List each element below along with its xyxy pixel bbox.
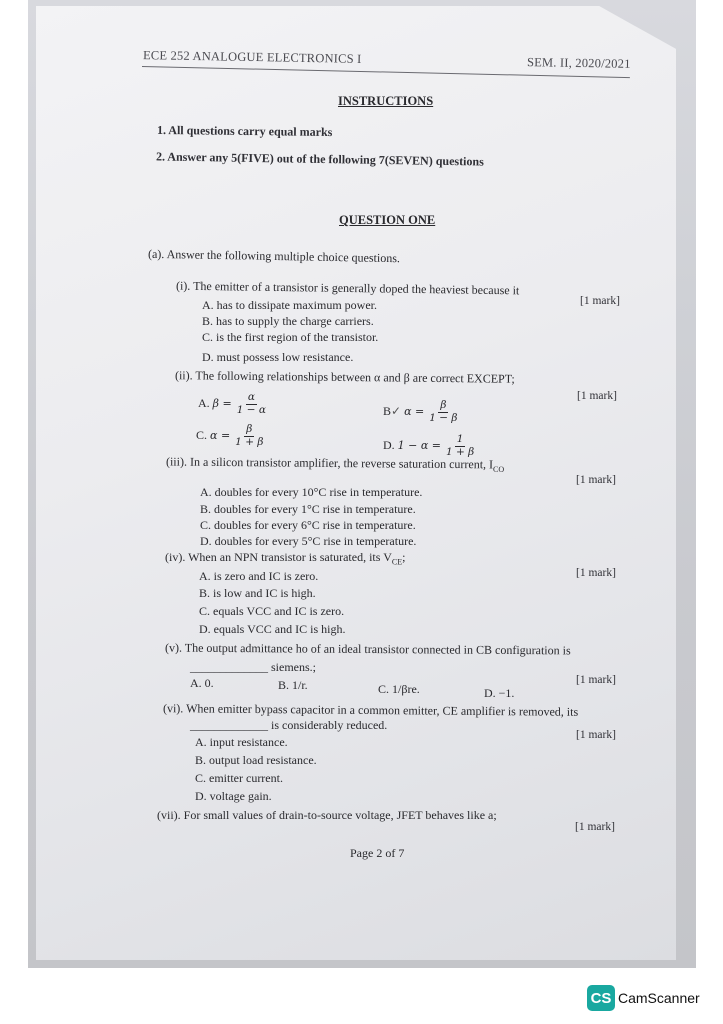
question-i-mark: [1 mark]: [580, 295, 620, 307]
instruction-item: 1. All questions carry equal marks: [156, 122, 333, 140]
question-vii-mark: [1 mark]: [575, 821, 615, 833]
option-d: D. equals VCC and IC is high.: [199, 622, 346, 636]
option-d: D. doubles for every 5°C rise in temperature.: [200, 534, 417, 548]
option-c: C. is the first region of the transistor.: [202, 330, 379, 344]
option-c: C. 1/βre.: [378, 682, 420, 696]
numerator: β: [440, 399, 447, 411]
question-vii-text: (vii). For small values of drain-to-source voltage, JFET behaves like a;: [157, 808, 497, 822]
question-v-line2: _____________ siemens.;: [190, 660, 316, 674]
subscript: CO: [493, 464, 505, 474]
denominator: 1 + β: [235, 435, 264, 448]
formula-lhs: α =: [404, 404, 425, 418]
option-d: D. voltage gain.: [195, 789, 272, 803]
option-a: A. 0.: [190, 676, 214, 690]
option-label: D.: [383, 437, 395, 452]
option-b: B. is low and IC is high.: [199, 586, 316, 600]
question-one-title: QUESTION ONE: [339, 213, 436, 227]
option-b: B. 1/r.: [278, 678, 308, 692]
option-b: B. output load resistance.: [195, 753, 317, 767]
question-tail: ;: [402, 550, 406, 564]
numerator: β: [246, 423, 253, 435]
question-iv-text: [165, 550, 405, 566]
question-i-text: (i). The emitter of a transistor is generally doped the heaviest because it: [175, 278, 520, 298]
instructions-title: INSTRUCTIONS: [338, 94, 434, 108]
formula-lhs: 1 − α =: [397, 438, 442, 452]
question-iii-mark: [1 mark]: [576, 474, 616, 486]
formula-lhs: α =: [210, 428, 231, 442]
question-iv-mark: [1 mark]: [576, 567, 616, 579]
check-mark-icon: ✓: [391, 403, 402, 418]
camscanner-label: CamScanner: [618, 990, 700, 1006]
camscanner-logo-icon: CS: [587, 985, 615, 1011]
question-text: (iii). In a silicon transistor amplifier, the reverse saturation current, I: [165, 454, 494, 472]
option-c: C. emitter current.: [195, 771, 283, 785]
question-ii-text: (ii). The following relationships between α and β are correct EXCEPT;: [174, 368, 515, 386]
option-label: A.: [198, 395, 210, 410]
denominator: 1 + β: [446, 445, 475, 458]
option-label: C.: [196, 427, 208, 442]
question-v-mark: [1 mark]: [576, 674, 616, 686]
option-label: B: [383, 403, 392, 418]
option-a-formula: [198, 392, 268, 416]
option-d: D. −1.: [484, 686, 515, 700]
question-iii-text: [166, 455, 504, 474]
page-number: Page 2 of 7: [350, 846, 405, 860]
part-a-instruction: (a). Answer the following multiple choice questions.: [147, 246, 401, 266]
numerator: 1: [456, 433, 464, 445]
fraction: [235, 392, 268, 416]
option-c: C. equals VCC and IC is zero.: [199, 604, 345, 618]
question-ii-mark: [1 mark]: [577, 390, 617, 402]
option-d-formula: [383, 434, 476, 458]
denominator: 1 − α: [236, 403, 266, 416]
option-b: B. doubles for every 1°C rise in temperature.: [200, 502, 416, 516]
question-text: (iv). When an NPN transistor is saturated, its V: [165, 550, 392, 564]
fraction: [233, 424, 265, 448]
numerator: α: [247, 391, 255, 403]
semester-label: SEM. II, 2020/2021: [526, 55, 631, 71]
fraction: [427, 400, 459, 424]
option-b: B. has to supply the charge carriers.: [202, 314, 374, 328]
subscript: CE: [391, 557, 403, 567]
fraction: [444, 434, 476, 458]
question-vi-line2: _____________ is considerably reduced.: [190, 718, 388, 732]
formula-lhs: β =: [212, 396, 232, 410]
denominator: 1 − β: [429, 411, 458, 424]
option-c: C. doubles for every 6°C rise in temperature.: [200, 518, 416, 532]
option-a: A. doubles for every 10°C rise in temperature.: [200, 485, 423, 499]
option-a: A. input resistance.: [195, 735, 288, 749]
course-title: ECE 252 ANALOGUE ELECTRONICS I: [142, 48, 362, 66]
option-d: D. must possess low resistance.: [202, 350, 354, 364]
question-v-text: (v). The output admittance ho of an ideal transistor connected in CB configuration is: [164, 640, 571, 658]
option-b-formula: [383, 400, 459, 424]
instruction-item: 2. Answer any 5(FIVE) out of the following 7(SEVEN) questions: [155, 149, 484, 169]
question-vi-mark: [1 mark]: [576, 729, 616, 741]
option-c-formula: [196, 424, 265, 448]
question-vi-text: (vi). When emitter bypass capacitor in a common emitter, CE amplifier is removed, its: [162, 701, 579, 719]
option-a: A. has to dissipate maximum power.: [202, 298, 377, 312]
option-a: A. is zero and IC is zero.: [199, 569, 319, 583]
